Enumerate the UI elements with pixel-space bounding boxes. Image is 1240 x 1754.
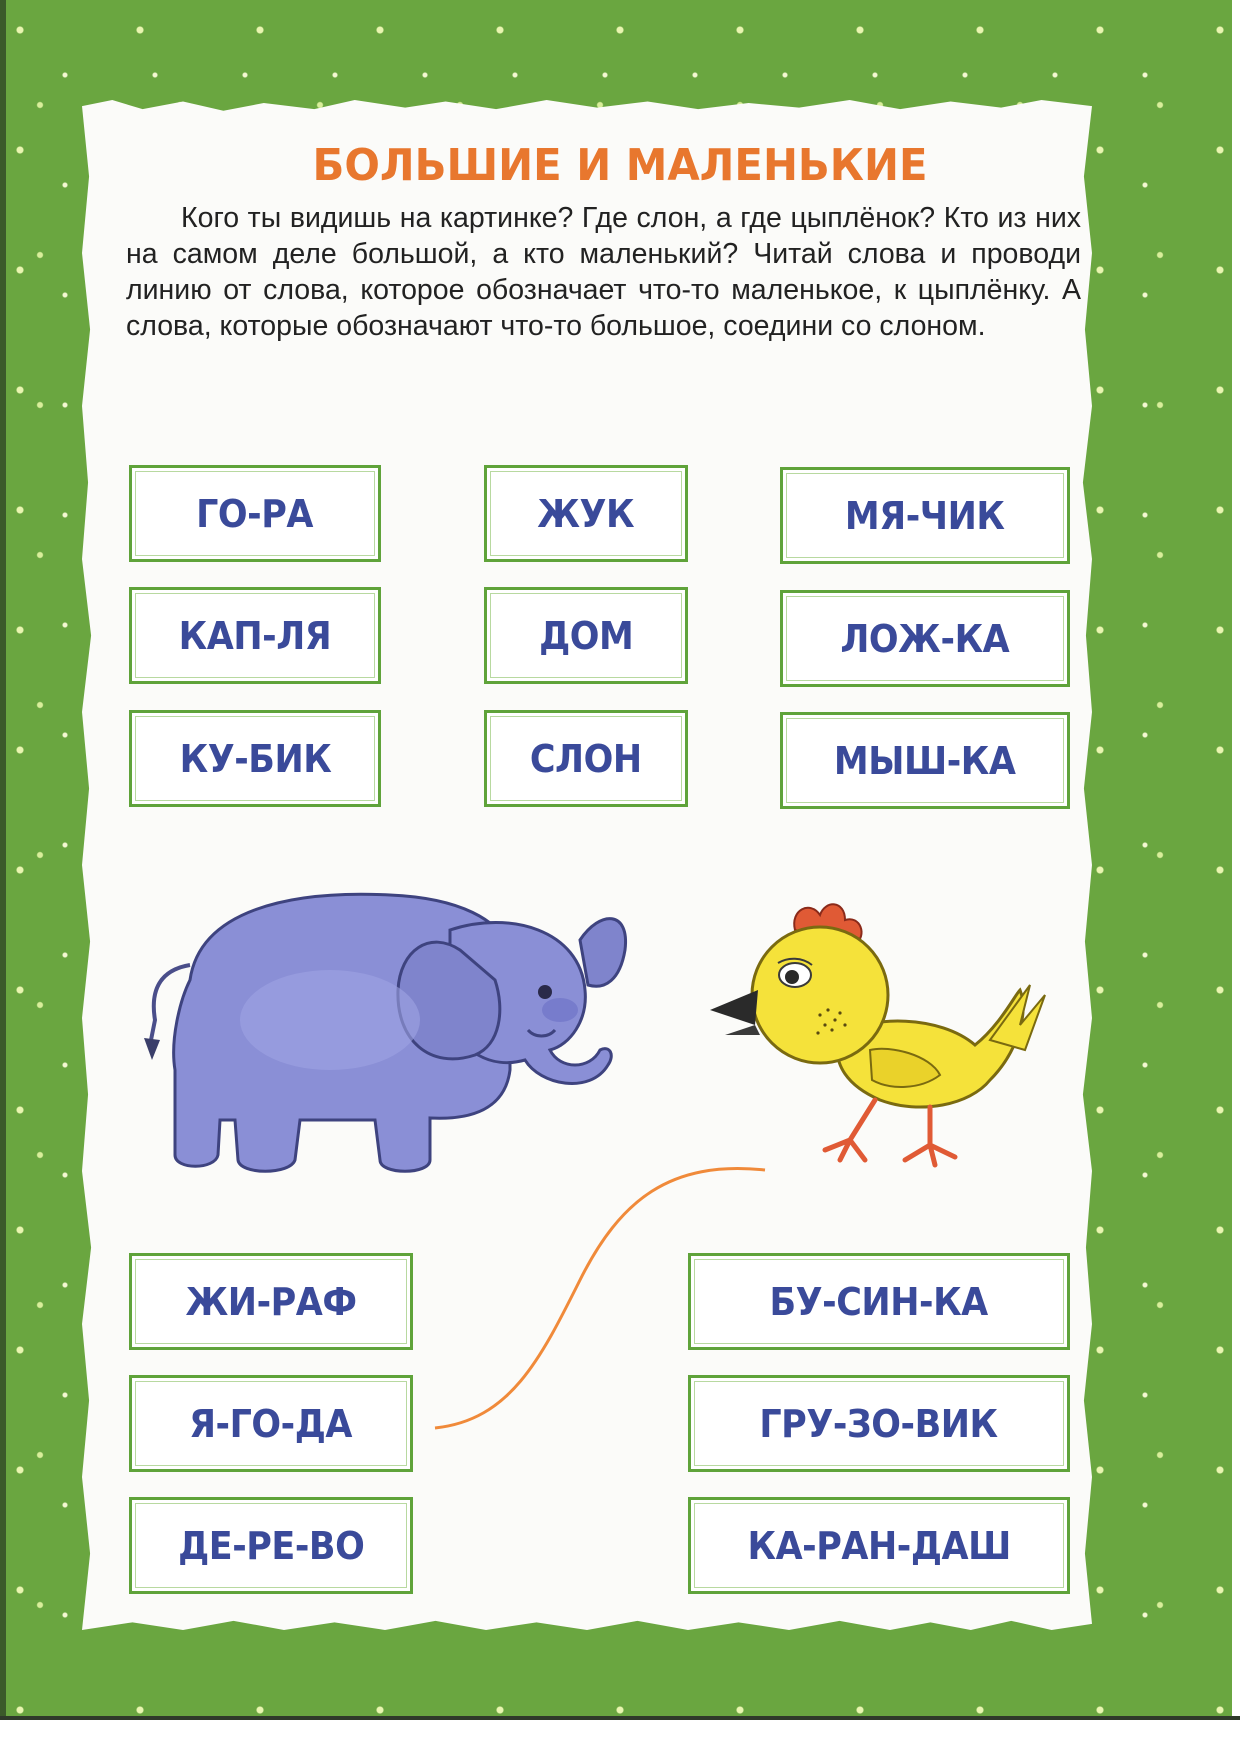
word-box-myshka[interactable] [780,712,1070,809]
word-label: МЫШ-КА [834,738,1016,783]
word-box-zhuk[interactable] [484,465,688,562]
word-label: КУ-БИК [179,736,331,781]
task-instructions: Кого ты видишь на картинке? Где слон, а где цыплёнок? Кто из них на самом деле большой, а кто маленький? Читай слова и проводи линию от слова, которое обозначает что-то маленькое, к цыплёнку. А слова, которые обозначают что-то большое, соедини со слоном. [126,202,1081,342]
word-box-gruzovik[interactable] [688,1375,1070,1472]
word-label: КА-РАН-ДАШ [747,1523,1011,1568]
word-label: МЯ-ЧИК [845,493,1005,538]
word-label: Я-ГО-ДА [189,1401,353,1446]
chick-illustration [700,875,1060,1205]
word-box-slon[interactable] [484,710,688,807]
word-box-gora[interactable] [129,465,381,562]
page-edge-shadow [0,0,6,1720]
word-label: КАП-ЛЯ [178,613,332,658]
word-label: ГО-РА [196,491,314,536]
word-label: ДЕ-РЕ-ВО [177,1523,365,1568]
word-box-myachik[interactable] [780,467,1070,564]
word-label: СЛОН [530,736,642,781]
word-label: ГРУ-ЗО-ВИК [759,1401,999,1446]
page-title: БОЛЬШИЕ И МАЛЕНЬКИЕ [312,140,928,191]
word-box-yagoda[interactable] [129,1375,413,1472]
word-box-kubik[interactable] [129,710,381,807]
word-label: ЛОЖ-КА [840,616,1010,661]
word-label: БУ-СИН-КА [769,1279,989,1324]
word-label: ЖИ-РАФ [185,1279,357,1324]
word-box-lozhka[interactable] [780,590,1070,687]
word-label: ЖУК [537,491,635,536]
word-box-dom[interactable] [484,587,688,684]
word-box-derevo[interactable] [129,1497,413,1594]
word-label: ДОМ [538,613,634,658]
word-box-zhiraf[interactable] [129,1253,413,1350]
word-box-businka[interactable] [688,1253,1070,1350]
word-box-kaplya[interactable] [129,587,381,684]
word-box-karandash[interactable] [688,1497,1070,1594]
elephant-illustration [130,870,630,1200]
page-bottom-margin [0,1720,1240,1754]
